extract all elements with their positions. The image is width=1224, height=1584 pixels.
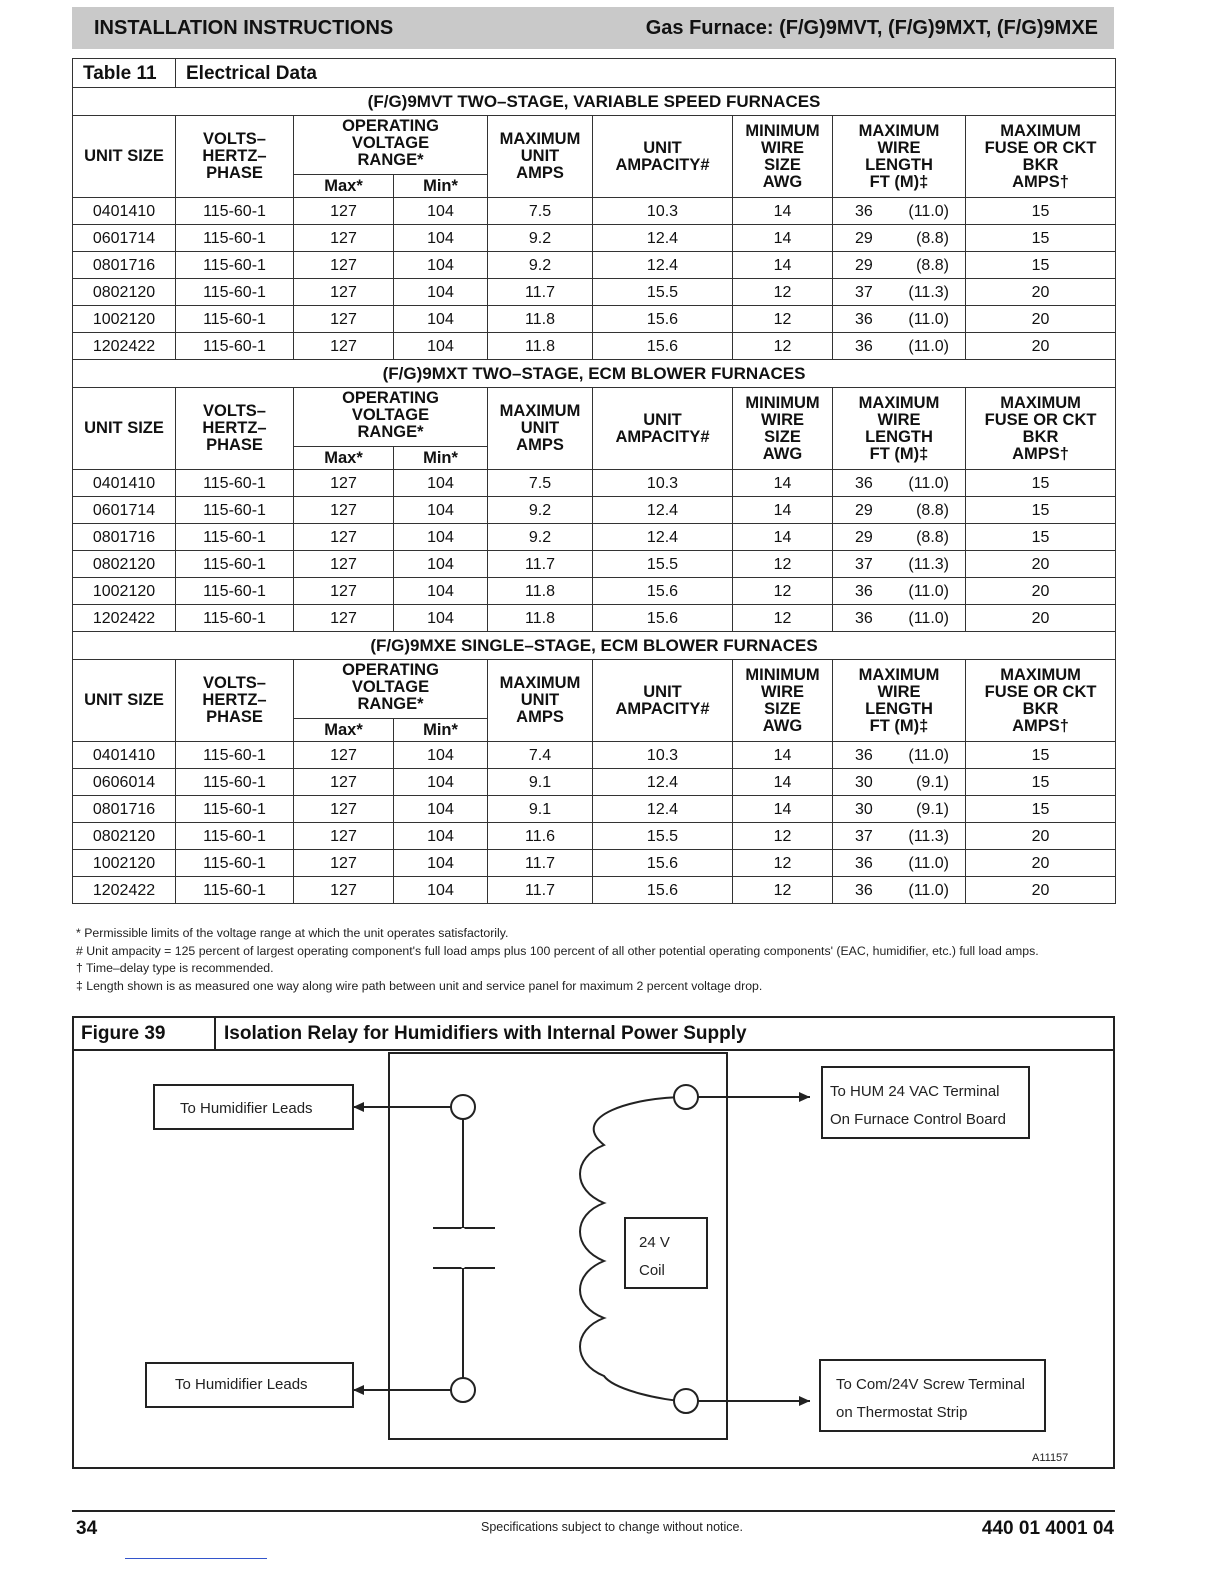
table-cell: 104 [394,742,488,769]
table-cell: 127 [294,333,394,360]
table-cell: 15.5 [593,279,733,306]
col-wire-size: MINIMUM WIRE SIZE AWG [733,388,833,470]
section-title-row [73,632,1116,660]
table-cell: 1202422 [73,605,176,632]
table-row [73,198,1116,225]
col-wire-length: MAXIMUM WIRE LENGTH FT (M)‡ [833,388,966,470]
table-cell: 11.8 [488,333,593,360]
arrow-right-top [799,1092,810,1102]
table-row [73,769,1116,796]
col-volts: VOLTS– HERTZ– PHASE [176,388,294,470]
table-cell: 115-60-1 [176,877,294,904]
table-cell: 104 [394,796,488,823]
table-cell: 104 [394,877,488,904]
table-cell: 15.6 [593,578,733,605]
table-cell: 14 [733,497,833,524]
figure-label: Figure 39 [74,1018,216,1049]
table-label: Table 11 [73,59,176,88]
table-cell: 12.4 [593,497,733,524]
table-cell: 115-60-1 [176,279,294,306]
table-cell: 127 [294,769,394,796]
table-cell: 115-60-1 [176,796,294,823]
arrow-left-bottom [353,1385,364,1395]
table-cell: 104 [394,578,488,605]
table-cell: 1202422 [73,333,176,360]
table-cell: 1002120 [73,306,176,333]
table-cell: 115-60-1 [176,524,294,551]
table-cell: 104 [394,524,488,551]
col-fuse: MAXIMUM FUSE OR CKT BKR AMPS† [966,388,1116,470]
table-cell: 115-60-1 [176,823,294,850]
col-max: Max* [294,719,394,742]
coil-box [625,1218,707,1288]
com-line-2: on Thermostat Strip [836,1404,968,1421]
table-cell: 15 [966,497,1116,524]
table-cell: 12.4 [593,252,733,279]
table-cell: 11.8 [488,306,593,333]
table-cell: 12 [733,279,833,306]
table-cell: 115-60-1 [176,198,294,225]
table-cell: 0401410 [73,742,176,769]
table-cell: 20 [966,823,1116,850]
col-max-amps: MAXIMUM UNIT AMPS [488,116,593,198]
table-row [73,225,1116,252]
table-cell: 15.6 [593,877,733,904]
table-cell: 20 [966,605,1116,632]
table-cell: 127 [294,225,394,252]
table-row [73,578,1116,605]
table-title-row [73,59,1116,88]
electrical-data-table [72,58,1116,904]
table-cell: 12.4 [593,225,733,252]
table-cell: 20 [966,850,1116,877]
table-cell: 127 [294,252,394,279]
table-cell: 15 [966,524,1116,551]
table-cell: 127 [294,823,394,850]
col-wire-size: MINIMUM WIRE SIZE AWG [733,660,833,742]
table-cell: 11.7 [488,877,593,904]
table-cell: 0606014 [73,769,176,796]
note-time-delay: † Time–delay type is recommended. [76,961,274,975]
table-title: Electrical Data [176,59,1116,88]
table-cell: 104 [394,306,488,333]
col-min: Min* [394,447,488,470]
table-row [73,605,1116,632]
page-number: 34 [76,1518,98,1539]
table-cell: 15 [966,225,1116,252]
table-cell: 15 [966,252,1116,279]
table-cell: 127 [294,796,394,823]
table-cell: 12 [733,877,833,904]
table-cell: 12 [733,306,833,333]
footer-note: Specifications subject to change without notice. [481,1520,743,1534]
table-cell: 1002120 [73,578,176,605]
col-unit-size: UNIT SIZE [73,116,176,198]
table-cell: 115-60-1 [176,225,294,252]
table-cell: 15 [966,470,1116,497]
table-cell: 115-60-1 [176,306,294,333]
col-wire-size: MINIMUM WIRE SIZE AWG [733,116,833,198]
col-max-amps: MAXIMUM UNIT AMPS [488,388,593,470]
table-cell: 9.2 [488,252,593,279]
table-cell: 11.7 [488,279,593,306]
figure-39 [72,1016,1115,1469]
terminal-bottom-right [674,1389,698,1413]
col-volts: VOLTS– HERTZ– PHASE [176,660,294,742]
table-cell: 12.4 [593,796,733,823]
table-cell: 20 [966,578,1116,605]
section-title-row [73,88,1116,116]
table-cell: 15.6 [593,306,733,333]
note-voltage: * Permissible limits of the voltage range at which the unit operates satisfactorily. [76,926,509,940]
table-row [73,279,1116,306]
table-cell: 104 [394,823,488,850]
table-cell: 14 [733,252,833,279]
table-row [73,850,1116,877]
table-cell: 7.4 [488,742,593,769]
com-line-1: To Com/24V Screw Terminal [836,1376,1025,1393]
table-cell: 12 [733,333,833,360]
col-unit-size: UNIT SIZE [73,388,176,470]
col-fuse: MAXIMUM FUSE OR CKT BKR AMPS† [966,660,1116,742]
table-cell: 115-60-1 [176,769,294,796]
table-cell: 0601714 [73,497,176,524]
table-row [73,497,1116,524]
table-cell: 11.7 [488,551,593,578]
table-cell: 14 [733,470,833,497]
table-cell: 115-60-1 [176,742,294,769]
table-cell: 12.4 [593,524,733,551]
table-cell: 14 [733,225,833,252]
col-ampacity: UNIT AMPACITY# [593,116,733,198]
table-cell: 0601714 [73,225,176,252]
col-volts: VOLTS– HERTZ– PHASE [176,116,294,198]
table-row [73,877,1116,904]
table-cell: 29 (8.8) [833,524,966,551]
col-wire-length: MAXIMUM WIRE LENGTH FT (M)‡ [833,660,966,742]
table-cell: 15 [966,198,1116,225]
table-cell: 0801716 [73,524,176,551]
hum-line-2: On Furnace Control Board [830,1111,1006,1128]
table-cell: 9.2 [488,497,593,524]
table-cell: 1002120 [73,850,176,877]
header-right: Gas Furnace: (F/G)9MVT, (F/G)9MXT, (F/G)9MXE [645,16,1098,39]
table-cell: 127 [294,497,394,524]
table-cell: 15.5 [593,823,733,850]
table-cell: 36 (11.0) [833,877,966,904]
table-cell: 115-60-1 [176,333,294,360]
table-cell: 104 [394,225,488,252]
page-header [72,7,1114,49]
col-ampacity: UNIT AMPACITY# [593,660,733,742]
table-row [73,252,1116,279]
col-min: Min* [394,175,488,198]
note-length: ‡ Length shown is as measured one way along wire path between unit and service panel for maximum 2 percent voltage drop. [76,978,763,993]
table-cell: 12 [733,823,833,850]
table-cell: 0802120 [73,279,176,306]
table-cell: 14 [733,742,833,769]
table-cell: 104 [394,279,488,306]
table-cell: 1202422 [73,877,176,904]
coil-line-1: 24 V [639,1234,670,1251]
table-cell: 104 [394,497,488,524]
table-cell: 0802120 [73,551,176,578]
table-cell: 0802120 [73,823,176,850]
table-cell: 36 (11.0) [833,742,966,769]
table-cell: 104 [394,769,488,796]
col-operating-range: OPERATING VOLTAGE RANGE* [294,660,488,719]
header-row [73,660,1116,719]
table-cell: 10.3 [593,198,733,225]
col-operating-range: OPERATING VOLTAGE RANGE* [294,116,488,175]
table-cell: 127 [294,877,394,904]
table-cell: 37 (11.3) [833,551,966,578]
table-cell: 11.6 [488,823,593,850]
table-cell: 29 (8.8) [833,252,966,279]
table-cell: 14 [733,524,833,551]
table-cell: 104 [394,551,488,578]
table-notes [76,925,1116,995]
footer-rule [72,1510,1115,1512]
table-cell: 11.8 [488,605,593,632]
table-row [73,306,1116,333]
table-cell: 15.6 [593,333,733,360]
arrow-right-bottom [799,1396,810,1406]
col-max: Max* [294,175,394,198]
table-cell: 36 (11.0) [833,470,966,497]
table-cell: 15.6 [593,850,733,877]
table-row [73,470,1116,497]
table-cell: 127 [294,578,394,605]
table-cell: 12 [733,578,833,605]
section-title: (F/G)9MXE SINGLE–STAGE, ECM BLOWER FURNACES [73,632,1116,660]
table-cell: 12 [733,605,833,632]
table-cell: 11.7 [488,850,593,877]
table-cell: 7.5 [488,470,593,497]
col-wire-length: MAXIMUM WIRE LENGTH FT (M)‡ [833,116,966,198]
table-cell: 36 (11.0) [833,306,966,333]
table-cell: 127 [294,850,394,877]
table-cell: 30 (9.1) [833,796,966,823]
col-operating-range: OPERATING VOLTAGE RANGE* [294,388,488,447]
table-cell: 127 [294,551,394,578]
table-cell: 115-60-1 [176,578,294,605]
table-cell: 115-60-1 [176,850,294,877]
header-row [73,388,1116,447]
table-cell: 15 [966,742,1116,769]
table-cell: 127 [294,742,394,769]
table-cell: 9.1 [488,796,593,823]
document-number: 440 01 4001 04 [981,1518,1114,1539]
table-cell: 127 [294,524,394,551]
table-cell: 104 [394,198,488,225]
table-cell: 115-60-1 [176,470,294,497]
section-title: (F/G)9MXT TWO–STAGE, ECM BLOWER FURNACES [73,360,1116,388]
table-cell: 9.1 [488,769,593,796]
table-cell: 36 (11.0) [833,333,966,360]
table-cell: 15 [966,769,1116,796]
table-cell: 127 [294,198,394,225]
table-cell: 37 (11.3) [833,279,966,306]
table-row [73,333,1116,360]
table-cell: 104 [394,252,488,279]
table-cell: 14 [733,198,833,225]
table-cell: 20 [966,551,1116,578]
table-cell: 115-60-1 [176,252,294,279]
table-cell: 0401410 [73,470,176,497]
table-cell: 36 (11.0) [833,198,966,225]
header-left: INSTALLATION INSTRUCTIONS [94,16,394,39]
terminal-top-right [674,1085,698,1109]
table-cell: 9.2 [488,225,593,252]
table-cell: 127 [294,306,394,333]
table-cell: 29 (8.8) [833,497,966,524]
table-cell: 36 (11.0) [833,605,966,632]
table-cell: 12 [733,551,833,578]
table-row [73,823,1116,850]
table-cell: 9.2 [488,524,593,551]
table-cell: 36 (11.0) [833,850,966,877]
table-cell: 14 [733,769,833,796]
table-cell: 37 (11.3) [833,823,966,850]
relay-diagram [74,1018,1113,1467]
col-unit-size: UNIT SIZE [73,660,176,742]
table-cell: 14 [733,796,833,823]
table-cell: 127 [294,605,394,632]
header-row [73,116,1116,175]
table-cell: 20 [966,279,1116,306]
table-cell: 7.5 [488,198,593,225]
col-max-amps: MAXIMUM UNIT AMPS [488,660,593,742]
note-ampacity: # Unit ampacity = 125 percent of largest operating component's full load amps plus 100 percent of all other potential operating components' (EAC, humidifier, etc.) full load amps. [76,943,1039,958]
table-cell: 10.3 [593,470,733,497]
table-cell: 20 [966,877,1116,904]
col-min: Min* [394,719,488,742]
table-row [73,796,1116,823]
leads-top-label: To Humidifier Leads [180,1100,313,1117]
table-cell: 0401410 [73,198,176,225]
col-fuse: MAXIMUM FUSE OR CKT BKR AMPS† [966,116,1116,198]
figure-caption: Isolation Relay for Humidifiers with Internal Power Supply [224,1023,747,1044]
bottom-link-underline [125,1558,267,1559]
table-cell: 15 [966,796,1116,823]
table-cell: 104 [394,850,488,877]
table-cell: 127 [294,470,394,497]
table-cell: 115-60-1 [176,497,294,524]
table-cell: 15.5 [593,551,733,578]
hum-line-1: To HUM 24 VAC Terminal [830,1083,1000,1100]
section-title-row [73,360,1116,388]
col-ampacity: UNIT AMPACITY# [593,388,733,470]
table-cell: 127 [294,279,394,306]
table-row [73,551,1116,578]
table-cell: 12 [733,850,833,877]
table-cell: 20 [966,333,1116,360]
section-title: (F/G)9MVT TWO–STAGE, VARIABLE SPEED FURNACES [73,88,1116,116]
table-cell: 36 (11.0) [833,578,966,605]
relay-box [389,1053,727,1439]
table-row [73,524,1116,551]
figure-title-bar [74,1018,1113,1051]
table-row [73,742,1116,769]
table-cell: 12.4 [593,769,733,796]
table-cell: 104 [394,470,488,497]
table-cell: 11.8 [488,578,593,605]
table-cell: 15.6 [593,605,733,632]
table-cell: 29 (8.8) [833,225,966,252]
table-cell: 0801716 [73,796,176,823]
leads-bottom-label: To Humidifier Leads [175,1376,308,1393]
table-cell: 104 [394,605,488,632]
table-cell: 10.3 [593,742,733,769]
table-cell: 0801716 [73,252,176,279]
table-cell: 20 [966,306,1116,333]
table-cell: 115-60-1 [176,551,294,578]
table-cell: 104 [394,333,488,360]
terminal-bottom-left [451,1378,475,1402]
table-cell: 30 (9.1) [833,769,966,796]
figure-code: A11157 [1032,1452,1069,1464]
table-cell: 115-60-1 [176,605,294,632]
col-max: Max* [294,447,394,470]
terminal-top-left [451,1095,475,1119]
coil-line-2: Coil [639,1262,665,1279]
arrow-left-top [353,1102,364,1112]
